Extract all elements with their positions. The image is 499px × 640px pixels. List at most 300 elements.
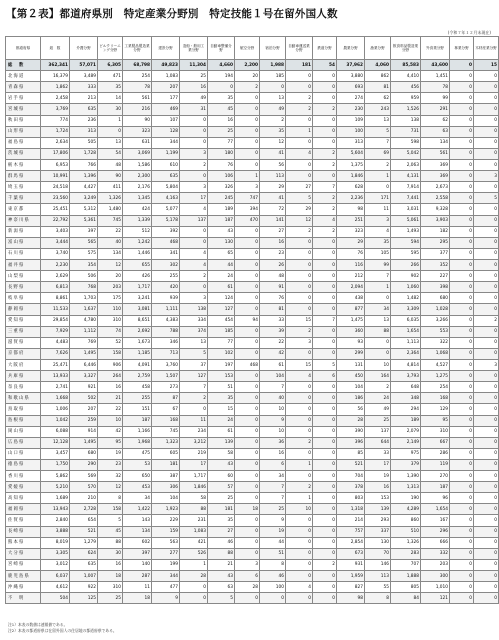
value-cell: 1,007 [70, 571, 98, 582]
table-row [6, 348, 499, 359]
value-cell: 45 [208, 104, 235, 115]
value-cell: 0 [286, 448, 313, 459]
value-cell: 251 [337, 215, 365, 226]
value-cell: 1,345 [123, 193, 152, 204]
prefecture-cell: 島根県 [6, 415, 41, 426]
value-cell: 352 [421, 259, 450, 270]
value-cell: 28 [180, 571, 208, 582]
value-cell: 7,441 [391, 193, 421, 204]
value-cell: 20 [98, 271, 123, 282]
value-cell: 1 [98, 115, 123, 126]
value-cell: 4,427 [70, 182, 98, 193]
value-cell: 13 [180, 337, 208, 348]
table-row [6, 137, 499, 148]
value-cell: 45 [98, 526, 123, 537]
value-cell: 28 [235, 582, 260, 593]
table-row [6, 493, 499, 504]
value-cell: 4 [365, 226, 391, 237]
prefecture-cell: 秋田県 [6, 115, 41, 126]
value-cell: 8,651 [123, 315, 152, 326]
value-cell: 931 [337, 559, 365, 570]
value-cell: 98 [337, 593, 365, 604]
value-cell: 187 [421, 482, 450, 493]
value-cell: 4 [286, 148, 313, 159]
value-cell: 310 [98, 582, 123, 593]
value-cell: 1 [365, 171, 391, 182]
value-cell: 3,760 [152, 359, 180, 370]
value-cell: 0 [235, 115, 260, 126]
value-cell: 0 [286, 82, 313, 93]
value-cell: 628 [337, 182, 365, 193]
value-cell: 0 [450, 593, 474, 604]
value-cell: 5 [208, 593, 235, 604]
value-cell: 0 [450, 60, 474, 71]
value-cell: 44 [260, 537, 286, 548]
value-cell: 159 [152, 526, 180, 537]
table-row [6, 371, 499, 382]
value-cell: 3,793 [391, 371, 421, 382]
value-cell: 27 [208, 526, 235, 537]
value-cell: 0 [286, 293, 313, 304]
table-header-row [6, 37, 499, 60]
value-cell: 1,507 [152, 371, 180, 382]
value-cell: 15 [286, 315, 313, 326]
value-cell: 25 [208, 493, 235, 504]
value-cell: 673 [337, 548, 365, 559]
value-cell: 3,457 [41, 448, 70, 459]
value-cell: 13,943 [41, 504, 70, 515]
value-cell: 2,063 [391, 159, 421, 170]
value-cell: 0 [235, 237, 260, 248]
value-cell: 43 [208, 226, 235, 237]
value-cell: 0 [235, 226, 260, 237]
value-cell: 302 [152, 259, 180, 270]
value-cell: 16 [180, 82, 208, 93]
value-cell: 1,422 [123, 504, 152, 515]
value-cell: 11 [365, 204, 391, 215]
value-cell: 34 [123, 493, 152, 504]
value-cell: 0 [235, 148, 260, 159]
value-cell: 52 [98, 337, 123, 348]
value-cell: 0 [450, 104, 474, 115]
footnote: 注2）本表の都道府県は在留外国人の住居地の都道府県である。 [8, 627, 117, 633]
value-cell: 102 [208, 348, 235, 359]
value-cell: 1 [365, 282, 391, 293]
value-cell: 84 [391, 593, 421, 604]
value-cell: 186 [337, 393, 365, 404]
value-cell: 4,091 [123, 359, 152, 370]
value-cell: 450 [337, 371, 365, 382]
prefecture-cell: 広島県 [6, 437, 41, 448]
value-cell: 0 [474, 182, 499, 193]
value-cell: 1,326 [98, 193, 123, 204]
value-cell: 131 [337, 359, 365, 370]
value-cell: 180 [208, 148, 235, 159]
value-cell: 1,637 [70, 304, 98, 315]
value-cell: 0 [235, 259, 260, 270]
value-cell: 0 [474, 148, 499, 159]
prefecture-cell: 大分県 [6, 548, 41, 559]
value-cell: 294 [391, 404, 421, 415]
value-cell: 110 [98, 304, 123, 315]
table-row [6, 248, 499, 259]
value-cell: 85,583 [391, 60, 421, 71]
value-cell: 0 [365, 293, 391, 304]
value-cell: 1,493 [391, 226, 421, 237]
value-cell: 9 [260, 515, 286, 526]
value-cell: 0 [450, 237, 474, 248]
value-cell: 1,750 [41, 459, 70, 470]
value-cell: 61 [208, 282, 235, 293]
value-cell: 0 [474, 259, 499, 270]
value-cell: 168 [152, 415, 180, 426]
value-cell: 731 [391, 126, 421, 137]
value-cell: 334 [180, 315, 208, 326]
value-cell: 0 [474, 137, 499, 148]
value-cell: 0 [260, 593, 286, 604]
column-header: 漁業分野 [365, 37, 391, 60]
prefecture-cell: 宮崎県 [6, 559, 41, 570]
value-cell: 4,660 [208, 60, 235, 71]
value-cell: 0 [286, 415, 313, 426]
value-cell: 30 [98, 104, 123, 115]
value-cell: 704 [337, 471, 365, 482]
value-cell: 137 [180, 215, 208, 226]
value-cell: 24 [365, 393, 391, 404]
value-cell: 0 [235, 382, 260, 393]
value-cell: 231 [180, 515, 208, 526]
value-cell: 1 [286, 493, 313, 504]
table-row [6, 593, 499, 604]
value-cell: 203 [98, 282, 123, 293]
value-cell: 283 [391, 548, 421, 559]
value-cell: 107 [152, 115, 180, 126]
value-cell: 1,988 [260, 60, 286, 71]
value-cell: 78 [421, 82, 450, 93]
value-cell: 0 [235, 526, 260, 537]
value-cell: 134 [421, 137, 450, 148]
value-cell: 2 [180, 393, 208, 404]
value-cell: 0 [450, 537, 474, 548]
value-cell: 0 [474, 248, 499, 259]
value-cell: 49 [365, 404, 391, 415]
value-cell: 693 [337, 82, 365, 93]
value-cell: 22 [260, 337, 286, 348]
value-cell: 902 [391, 271, 421, 282]
value-cell: 0 [450, 259, 474, 270]
value-cell: 1,010 [421, 582, 450, 593]
value-cell: 1,083 [180, 526, 208, 537]
value-cell: 680 [421, 293, 450, 304]
value-cell: 477 [152, 582, 180, 593]
value-cell: 230 [337, 104, 365, 115]
value-cell: 27 [260, 226, 286, 237]
value-cell: 22 [98, 404, 123, 415]
value-cell: 54 [313, 60, 337, 71]
value-cell: 10,991 [41, 171, 70, 182]
value-cell: 23 [98, 459, 123, 470]
prefecture-cell: 香川県 [6, 471, 41, 482]
value-cell: 11 [180, 415, 208, 426]
value-cell: 1,113 [391, 337, 421, 348]
value-cell: 236 [70, 115, 98, 126]
value-cell: 189 [391, 415, 421, 426]
value-cell: 0 [180, 593, 208, 604]
value-cell: 0 [450, 437, 474, 448]
value-cell: 76 [260, 293, 286, 304]
value-cell: 0 [474, 559, 499, 570]
value-cell: 7 [313, 315, 337, 326]
table-row [6, 237, 499, 248]
value-cell: 768 [70, 282, 98, 293]
value-cell: 23,560 [41, 193, 70, 204]
value-cell: 602 [123, 537, 152, 548]
value-cell: 2 [365, 382, 391, 393]
value-cell: 0 [235, 93, 260, 104]
value-cell: 0 [286, 559, 313, 570]
value-cell: 774 [41, 115, 70, 126]
value-cell: 2,300 [123, 171, 152, 182]
value-cell: 505 [70, 137, 98, 148]
value-cell: 0 [313, 348, 337, 359]
value-cell: 4,612 [41, 582, 70, 593]
value-cell: 506 [70, 271, 98, 282]
value-cell: 0 [474, 126, 499, 137]
value-cell: 526 [180, 548, 208, 559]
value-cell: 15 [286, 359, 313, 370]
value-cell: 0 [313, 93, 337, 104]
value-cell: 0 [450, 393, 474, 404]
value-cell: 322 [421, 337, 450, 348]
value-cell: 0 [450, 71, 474, 82]
value-cell: 0 [474, 304, 499, 315]
value-cell: 266 [391, 259, 421, 270]
value-cell: 0 [313, 71, 337, 82]
value-cell: 0 [208, 82, 235, 93]
value-cell: 41 [260, 193, 286, 204]
value-cell: 745 [152, 426, 180, 437]
value-cell: 134 [98, 248, 123, 259]
value-cell: 1,028 [421, 304, 450, 315]
value-cell: 17,806 [41, 148, 70, 159]
value-cell: 12 [98, 259, 123, 270]
value-cell: 197 [208, 359, 235, 370]
value-cell: 77 [208, 337, 235, 348]
statistics-table [5, 36, 499, 604]
table-row [6, 571, 499, 582]
value-cell: 0 [450, 382, 474, 393]
prefecture-cell: 北海道 [6, 71, 41, 82]
value-cell: 63 [421, 126, 450, 137]
value-cell: 57 [208, 482, 235, 493]
value-cell: 2 [286, 226, 313, 237]
prefecture-cell: 沖縄県 [6, 582, 41, 593]
value-cell: 43 [208, 459, 235, 470]
value-cell: 3 [365, 215, 391, 226]
value-cell: 5,862 [41, 471, 70, 482]
value-cell: 3,309 [391, 304, 421, 315]
value-cell: 0 [313, 515, 337, 526]
value-cell: 2 [474, 315, 499, 326]
prefecture-cell: 不 明 [6, 593, 41, 604]
prefecture-cell: 滋賀県 [6, 337, 41, 348]
value-cell: 87 [152, 393, 180, 404]
value-cell: 0 [313, 171, 337, 182]
value-cell: 3,069 [123, 148, 152, 159]
value-cell: 631 [123, 137, 152, 148]
value-cell: 46 [260, 571, 286, 582]
value-cell: 354 [70, 259, 98, 270]
value-cell: 0 [474, 371, 499, 382]
value-cell: 0 [450, 571, 474, 582]
value-cell: 293 [365, 515, 391, 526]
value-cell: 914 [70, 426, 98, 437]
value-cell: 61 [208, 426, 235, 437]
prefecture-cell: 高知県 [6, 493, 41, 504]
table-row [6, 182, 499, 193]
prefecture-cell: 愛知県 [6, 315, 41, 326]
value-cell: 0 [474, 482, 499, 493]
value-cell: 1,083 [152, 71, 180, 82]
value-cell: 264 [98, 371, 123, 382]
page-title: 【第２表】都道府県別 特定産業分野別 特定技能１号在留外国人数 [6, 8, 338, 20]
value-cell: 49 [260, 104, 286, 115]
value-cell: 1,717 [180, 471, 208, 482]
value-cell: 2,759 [123, 371, 152, 382]
column-header: 介護分野 [70, 37, 98, 60]
column-header: 農業分野 [337, 37, 365, 60]
value-cell: 14 [98, 93, 123, 104]
prefecture-cell: 和歌山県 [6, 393, 41, 404]
value-cell: 0 [235, 515, 260, 526]
value-cell: 27 [286, 182, 313, 193]
value-cell: 190 [391, 493, 421, 504]
value-cell: 0 [313, 415, 337, 426]
value-cell: 255 [123, 393, 152, 404]
value-cell: 0 [235, 337, 260, 348]
value-cell: 0 [474, 104, 499, 115]
value-cell: 4,483 [41, 337, 70, 348]
value-cell: 20 [235, 71, 260, 82]
value-cell: 680 [70, 448, 98, 459]
prefecture-cell: 青森県 [6, 82, 41, 93]
value-cell: 396 [337, 437, 365, 448]
value-cell: 61 [260, 359, 286, 370]
value-cell: 313 [70, 126, 98, 137]
value-cell: 76 [208, 159, 235, 170]
value-cell: 575 [70, 248, 98, 259]
value-cell: 0 [450, 315, 474, 326]
value-cell: 0 [365, 182, 391, 193]
value-cell: 0 [450, 548, 474, 559]
value-cell: 25,471 [41, 359, 70, 370]
value-cell: 2 [313, 226, 337, 237]
value-cell: 0 [286, 259, 313, 270]
value-cell: 3,903 [421, 215, 450, 226]
value-cell: 185 [208, 326, 235, 337]
value-cell: 11,304 [180, 60, 208, 71]
value-cell: 5,312 [70, 204, 98, 215]
value-cell: 93 [337, 337, 365, 348]
value-cell: 60 [208, 471, 235, 482]
value-cell: 3,249 [70, 193, 98, 204]
value-cell: 88 [365, 326, 391, 337]
value-cell: 194 [208, 71, 235, 82]
value-cell: 707 [391, 559, 421, 570]
value-cell: 0 [313, 548, 337, 559]
value-cell: 469 [152, 104, 180, 115]
footnote: 注1）本表の数値は速報値である。 [8, 622, 68, 627]
value-cell: 666 [421, 537, 450, 548]
value-cell: 471 [98, 71, 123, 82]
value-cell: 44 [208, 259, 235, 270]
value-cell: 0 [313, 482, 337, 493]
value-cell: 13 [365, 115, 391, 126]
value-cell: 521 [70, 526, 98, 537]
table-row [6, 93, 499, 104]
value-cell: 4,289 [391, 504, 421, 515]
value-cell: 153 [365, 493, 391, 504]
value-cell: 624 [70, 548, 98, 559]
value-cell: 19 [260, 526, 286, 537]
value-cell: 0 [474, 504, 499, 515]
value-cell: 199 [152, 559, 180, 570]
value-cell: 392 [152, 226, 180, 237]
value-cell: 468 [235, 359, 260, 370]
value-cell: 0 [450, 559, 474, 570]
value-cell: 0 [474, 382, 499, 393]
value-cell: 1,199 [152, 148, 180, 159]
value-cell: 1,475 [337, 315, 365, 326]
value-cell: 379 [391, 459, 421, 470]
value-cell: 25 [365, 415, 391, 426]
value-cell: 5 [98, 515, 123, 526]
value-cell: 0 [235, 459, 260, 470]
value-cell: 15 [208, 404, 235, 415]
value-cell: 0 [180, 126, 208, 137]
value-cell: 151 [123, 404, 152, 415]
total-row [6, 60, 499, 71]
value-cell: 3 [180, 148, 208, 159]
value-cell: 0 [450, 293, 474, 304]
value-cell: 939 [152, 293, 180, 304]
value-cell: 0 [286, 282, 313, 293]
value-cell: 0 [235, 437, 260, 448]
value-cell: 3,769 [41, 104, 70, 115]
value-cell: 35 [98, 82, 123, 93]
prefecture-cell: 兵庫県 [6, 371, 41, 382]
value-cell: 5 [313, 359, 337, 370]
value-cell: 34 [365, 304, 391, 315]
value-cell: 0 [286, 537, 313, 548]
value-cell: 8,019 [41, 537, 70, 548]
value-cell: 0 [313, 248, 337, 259]
value-cell: 0 [180, 404, 208, 415]
value-cell: 0 [474, 237, 499, 248]
table-row [6, 226, 499, 237]
value-cell: 4,163 [152, 193, 180, 204]
value-cell: 1,586 [123, 159, 152, 170]
value-cell: 397 [123, 548, 152, 559]
value-cell: 397 [70, 226, 98, 237]
value-cell: 0 [235, 126, 260, 137]
value-cell: 1,111 [152, 304, 180, 315]
value-cell: 0 [235, 415, 260, 426]
value-cell: 2,176 [123, 182, 152, 193]
value-cell: 51 [260, 548, 286, 559]
value-cell: 0 [235, 248, 260, 259]
value-cell: 468 [152, 237, 180, 248]
